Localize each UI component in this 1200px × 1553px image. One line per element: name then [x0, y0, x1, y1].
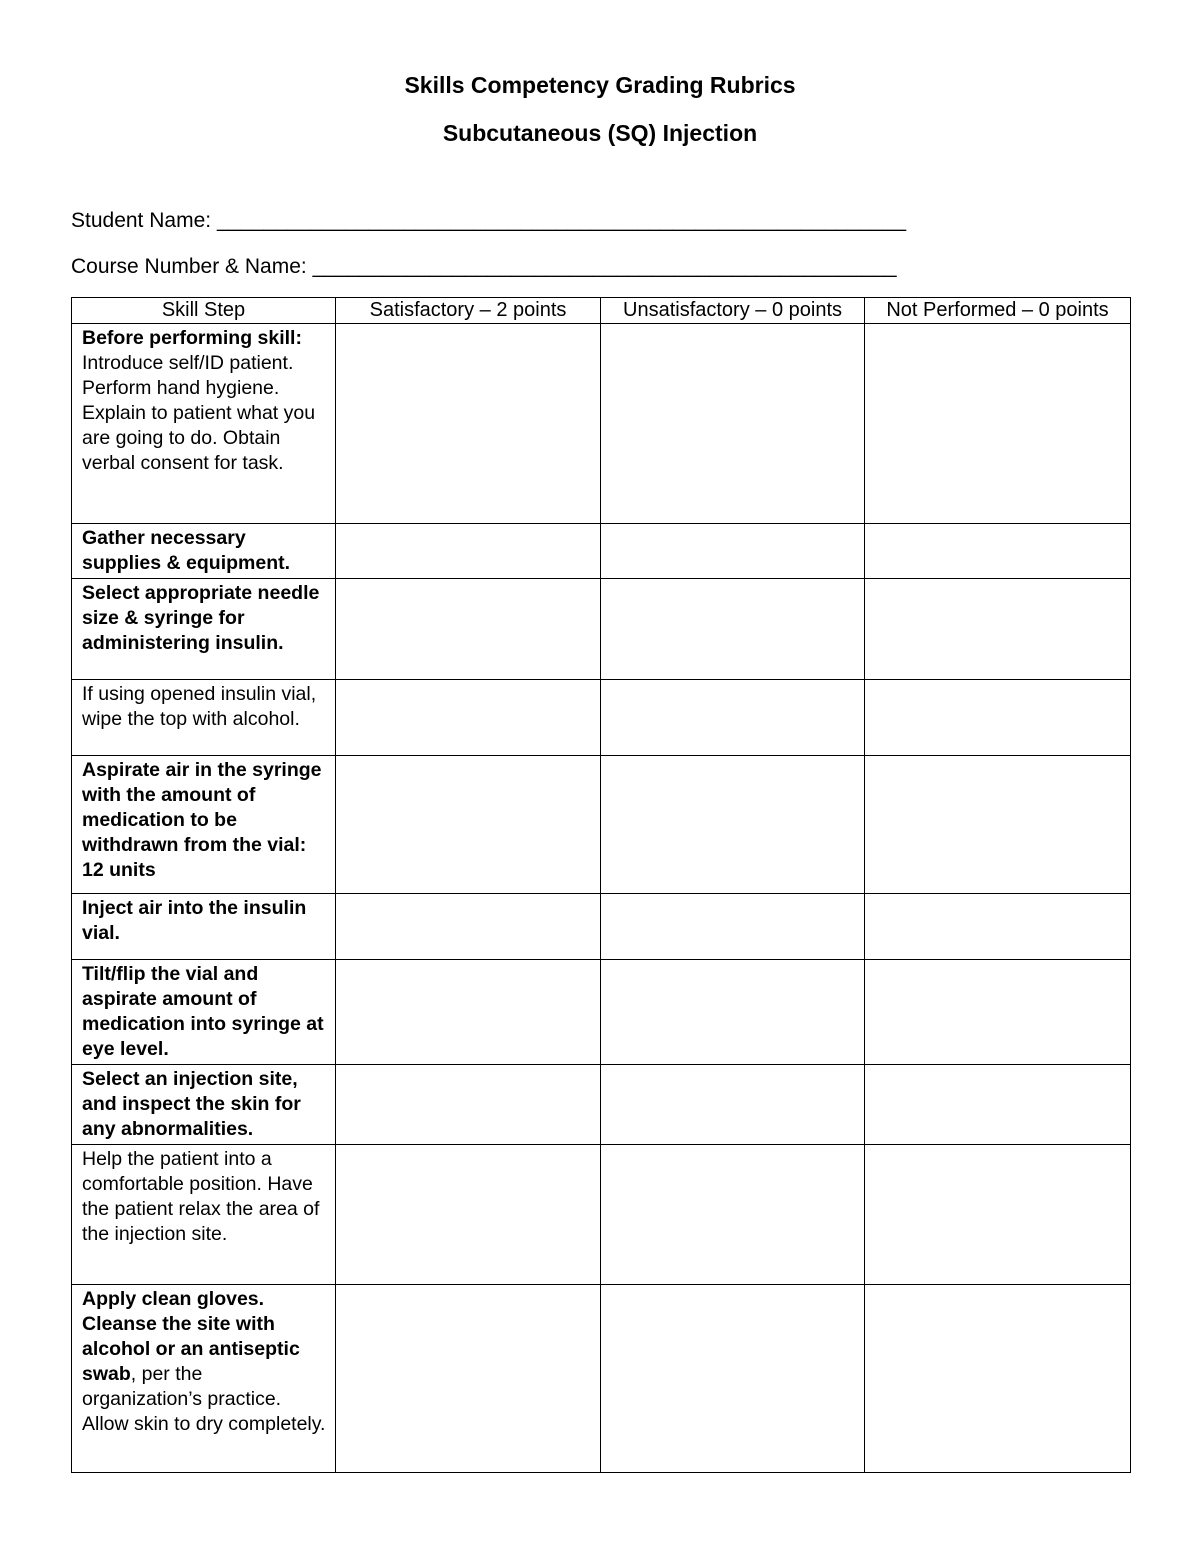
unsatisfactory-cell[interactable] — [601, 579, 865, 680]
table-row — [72, 680, 1131, 756]
course-field[interactable] — [71, 255, 897, 279]
table-row — [72, 1065, 1131, 1145]
course-label: Course Number & Name: — [71, 255, 307, 278]
satisfactory-cell[interactable] — [336, 680, 601, 756]
skill-step-text: Introduce self/ID patient. Perform hand hygiene. Explain to patient what you are going to do. Obtain verbal consent for task. — [82, 352, 316, 474]
skill-step-bold: Gather necessary supplies & equipment. — [82, 527, 291, 574]
satisfactory-cell[interactable] — [336, 324, 601, 524]
satisfactory-cell[interactable] — [336, 756, 601, 894]
skill-step-bold: Inject air into the insulin vial. — [82, 897, 307, 944]
rubric-table — [71, 297, 1131, 1473]
table-row — [72, 756, 1131, 894]
skill-step-bold: Apply clean gloves. Cleanse the site with alcohol or an antiseptic swab — [82, 1288, 300, 1385]
skill-step-cell — [72, 1285, 336, 1473]
table-row — [72, 960, 1131, 1065]
table-row — [72, 894, 1131, 960]
satisfactory-cell[interactable] — [336, 579, 601, 680]
skill-step-bold: Tilt/flip the vial and aspirate amount of medication into syringe at eye level. — [82, 963, 324, 1060]
skill-step-cell — [72, 324, 336, 524]
table-header-row — [72, 298, 1131, 324]
column-header-satisfactory: Satisfactory – 2 points — [336, 298, 601, 324]
satisfactory-cell[interactable] — [336, 1285, 601, 1473]
satisfactory-cell[interactable] — [336, 894, 601, 960]
column-header-not-performed: Not Performed – 0 points — [865, 298, 1131, 324]
not-performed-cell[interactable] — [865, 1065, 1131, 1145]
column-header-unsatisfactory: Unsatisfactory – 0 points — [601, 298, 865, 324]
table-row — [72, 1145, 1131, 1285]
student-name-label: Student Name: — [71, 209, 212, 232]
not-performed-cell[interactable] — [865, 524, 1131, 579]
not-performed-cell[interactable] — [865, 1145, 1131, 1285]
table-row — [72, 324, 1131, 524]
skill-step-cell — [72, 756, 336, 894]
unsatisfactory-cell[interactable] — [601, 1065, 865, 1145]
skill-step-text: Help the patient into a comfortable position. Have the patient relax the area of the injection site. — [82, 1148, 320, 1245]
table-row — [72, 579, 1131, 680]
not-performed-cell[interactable] — [865, 960, 1131, 1065]
skill-step-cell — [72, 680, 336, 756]
table-row — [72, 1285, 1131, 1473]
not-performed-cell[interactable] — [865, 756, 1131, 894]
not-performed-cell[interactable] — [865, 579, 1131, 680]
satisfactory-cell[interactable] — [336, 960, 601, 1065]
not-performed-cell[interactable] — [865, 894, 1131, 960]
not-performed-cell[interactable] — [865, 680, 1131, 756]
satisfactory-cell[interactable] — [336, 1145, 601, 1285]
skill-step-cell — [72, 524, 336, 579]
unsatisfactory-cell[interactable] — [601, 1285, 865, 1473]
satisfactory-cell[interactable] — [336, 1065, 601, 1145]
not-performed-cell[interactable] — [865, 1285, 1131, 1473]
unsatisfactory-cell[interactable] — [601, 1145, 865, 1285]
skill-step-bold: Select an injection site, and inspect the skin for any abnormalities. — [82, 1068, 301, 1140]
skill-step-cell — [72, 1065, 336, 1145]
course-line[interactable]: __________________________________________________ — [312, 255, 897, 278]
skill-step-cell — [72, 579, 336, 680]
skill-step-bold: Aspirate air in the syringe with the amount of medication to be withdrawn from the vial: 12 units — [82, 759, 322, 881]
column-header-skill-step: Skill Step — [72, 298, 336, 324]
not-performed-cell[interactable] — [865, 324, 1131, 524]
skill-step-text: If using opened insulin vial, wipe the top with alcohol. — [82, 683, 317, 730]
skill-step-cell — [72, 894, 336, 960]
unsatisfactory-cell[interactable] — [601, 756, 865, 894]
table-row — [72, 524, 1131, 579]
satisfactory-cell[interactable] — [336, 524, 601, 579]
document-subtitle: Subcutaneous (SQ) Injection — [442, 120, 758, 146]
skill-step-cell — [72, 1145, 336, 1285]
unsatisfactory-cell[interactable] — [601, 324, 865, 524]
skill-step-text: , per the organization’s practice. Allow skin to dry completely. — [82, 1363, 326, 1435]
student-name-line[interactable]: ___________________________________________________________ — [216, 209, 907, 232]
unsatisfactory-cell[interactable] — [601, 960, 865, 1065]
document-title: Skills Competency Grading Rubrics — [404, 72, 796, 98]
unsatisfactory-cell[interactable] — [601, 680, 865, 756]
skill-step-bold: Select appropriate needle size & syringe for administering insulin. — [82, 582, 320, 654]
skill-step-bold: Before performing skill: — [82, 327, 302, 349]
skill-step-cell — [72, 960, 336, 1065]
student-name-field[interactable] — [71, 209, 906, 233]
unsatisfactory-cell[interactable] — [601, 894, 865, 960]
unsatisfactory-cell[interactable] — [601, 524, 865, 579]
